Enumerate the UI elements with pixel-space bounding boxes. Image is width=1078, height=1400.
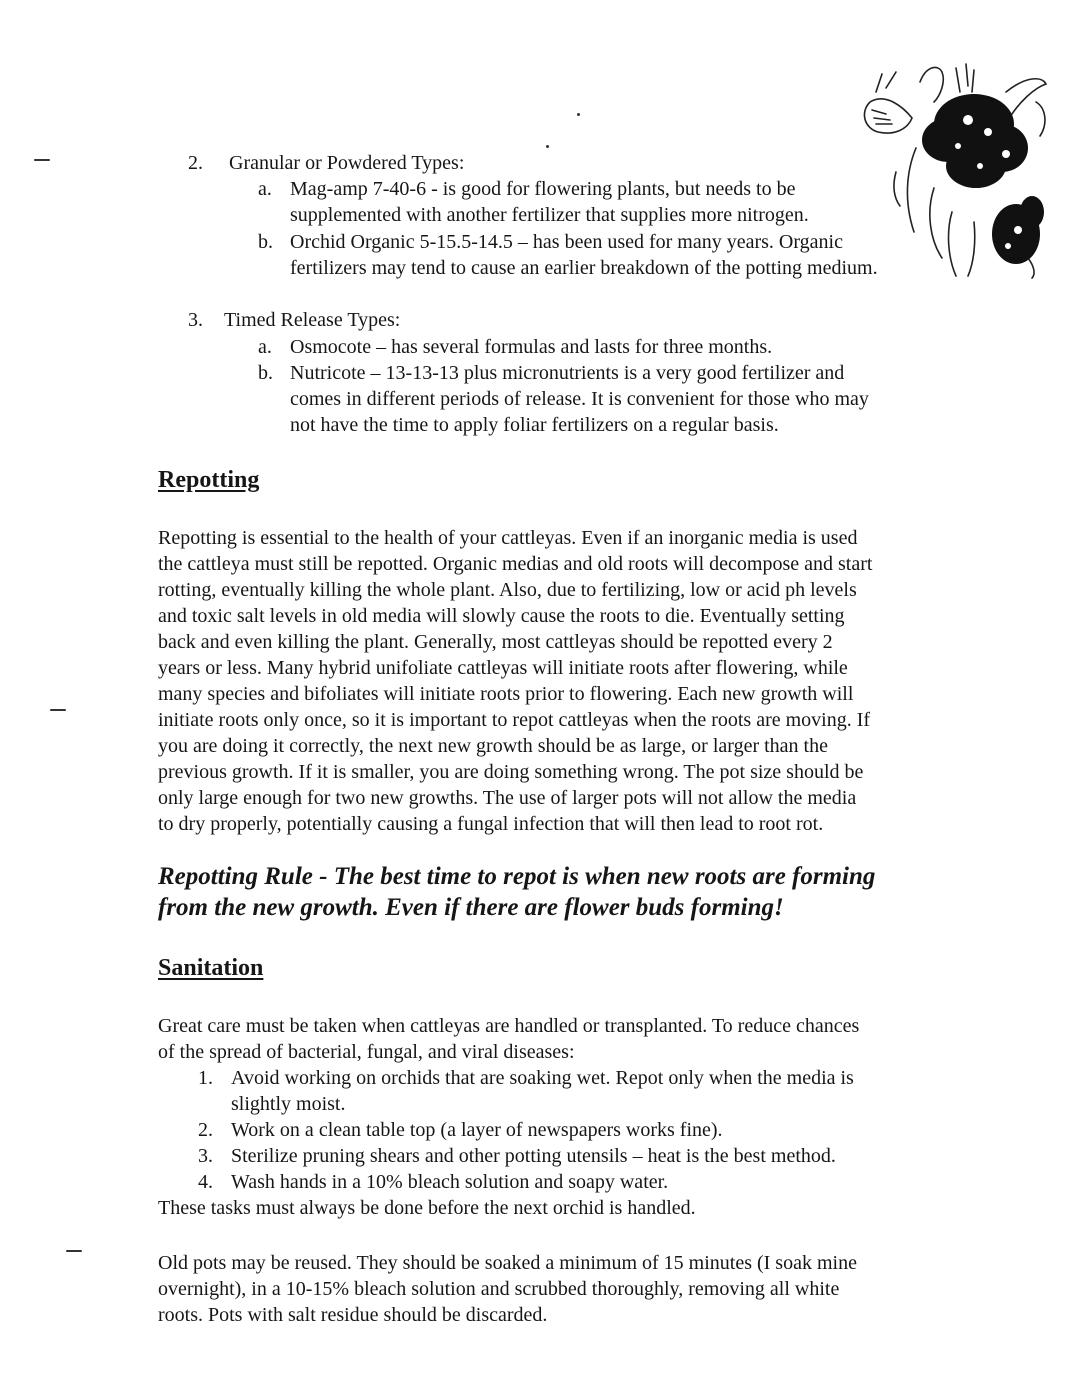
item-line: Nutricote – 13-13-13 plus micronutrients is a very good fertilizer and	[290, 362, 845, 384]
item-line: fertilizers may tend to cause an earlier breakdown of the potting medium.	[290, 257, 878, 279]
paragraph-line: initiate roots only once, so it is important to repot cattleyas when the roots are moving. If	[158, 709, 871, 731]
sanitation-heading: Sanitation	[158, 955, 264, 981]
repotting-rule	[158, 861, 875, 923]
paragraph-line: Old pots may be reused. They should be soaked a minimum of 15 minutes (I soak mine	[158, 1252, 857, 1274]
paragraph-line: you are doing it correctly, the next new growth should be as large, or larger than the	[158, 735, 828, 757]
paragraph-line: and toxic salt levels in old media will slowly cause the roots to die. Eventually setting	[158, 605, 845, 627]
item-line: Osmocote – has several formulas and lasts for three months.	[290, 336, 773, 358]
sanitation-intro	[158, 1013, 958, 1065]
rule-line: Repotting Rule - The best time to repot is when new roots are forming	[158, 863, 876, 890]
step-line: slightly moist.	[231, 1093, 346, 1115]
list-number: 2.	[188, 152, 203, 174]
orchid-flower-illustration	[856, 62, 1052, 280]
list-number: 3.	[188, 309, 203, 331]
paragraph-line: rotting, eventually killing the whole plant. Also, due to fertilizing, low or acid ph levels	[158, 579, 857, 601]
paragraph-line: overnight), in a 10-15% bleach solution and scrubbed thoroughly, removing all white	[158, 1278, 840, 1300]
paragraph-line: only large enough for two new growths. The use of larger pots will not allow the media	[158, 787, 857, 809]
step-line: Avoid working on orchids that are soaking wet. Repot only when the media is	[231, 1067, 854, 1089]
margin-mark	[66, 1250, 82, 1252]
speck	[546, 145, 549, 148]
step-number: 4.	[198, 1171, 213, 1193]
paragraph-line: Repotting is essential to the health of your cattleyas. Even if an inorganic media is used	[158, 527, 858, 549]
step-number: 1.	[198, 1067, 213, 1089]
paragraph-line: These tasks must always be done before the next orchid is handled.	[158, 1197, 696, 1219]
paragraph-line: roots. Pots with salt residue should be discarded.	[158, 1304, 548, 1326]
item-letter: b.	[258, 362, 273, 384]
item-line: comes in different periods of release. It is convenient for those who may	[290, 388, 869, 410]
step-line: Work on a clean table top (a layer of newspapers works fine).	[231, 1119, 723, 1141]
rule-line: from the new growth. Even if there are flower buds forming!	[158, 894, 784, 921]
margin-mark	[50, 709, 66, 711]
sanitation-closing	[158, 1195, 958, 1221]
paragraph-line: to dry properly, potentially causing a fungal infection that will then lead to root rot.	[158, 813, 824, 835]
item-line: Mag-amp 7-40-6 - is good for flowering plants, but needs to be	[290, 178, 796, 200]
paragraph-line: back and even killing the plant. Generally, most cattleyas should be repotted every 2	[158, 631, 833, 653]
item-letter: a.	[258, 178, 272, 200]
repotting-paragraph	[158, 525, 958, 837]
item-letter: a.	[258, 336, 272, 358]
item-line: supplemented with another fertilizer that supplies more nitrogen.	[290, 204, 809, 226]
section-title: Granular or Powdered Types:	[229, 152, 465, 174]
margin-mark	[34, 159, 50, 161]
paragraph-line: of the spread of bacterial, fungal, and viral diseases:	[158, 1041, 575, 1063]
step-line: Sterilize pruning shears and other potting utensils – heat is the best method.	[231, 1145, 836, 1167]
paragraph-line: previous growth. If it is smaller, you are doing something wrong. The pot size should be	[158, 761, 864, 783]
step-line: Wash hands in a 10% bleach solution and soapy water.	[231, 1171, 669, 1193]
speck	[577, 113, 580, 116]
paragraph-line: Great care must be taken when cattleyas are handled or transplanted. To reduce chances	[158, 1015, 860, 1037]
section-title: Timed Release Types:	[224, 309, 401, 331]
paragraph-line: the cattleya must still be repotted. Organic medias and old roots will decompose and start	[158, 553, 873, 575]
step-number: 2.	[198, 1119, 213, 1141]
pots-paragraph	[158, 1250, 958, 1328]
paragraph-line: years or less. Many hybrid unifoliate cattleyas will initiate roots after flowering, while	[158, 657, 848, 679]
step-number: 3.	[198, 1145, 213, 1167]
item-line: not have the time to apply foliar fertilizers on a regular basis.	[290, 414, 779, 436]
item-line: Orchid Organic 5-15.5-14.5 – has been used for many years. Organic	[290, 231, 843, 253]
repotting-heading: Repotting	[158, 467, 260, 493]
item-letter: b.	[258, 231, 273, 253]
paragraph-line: many species and bifoliates will initiate roots prior to flowering. Each new growth will	[158, 683, 854, 705]
